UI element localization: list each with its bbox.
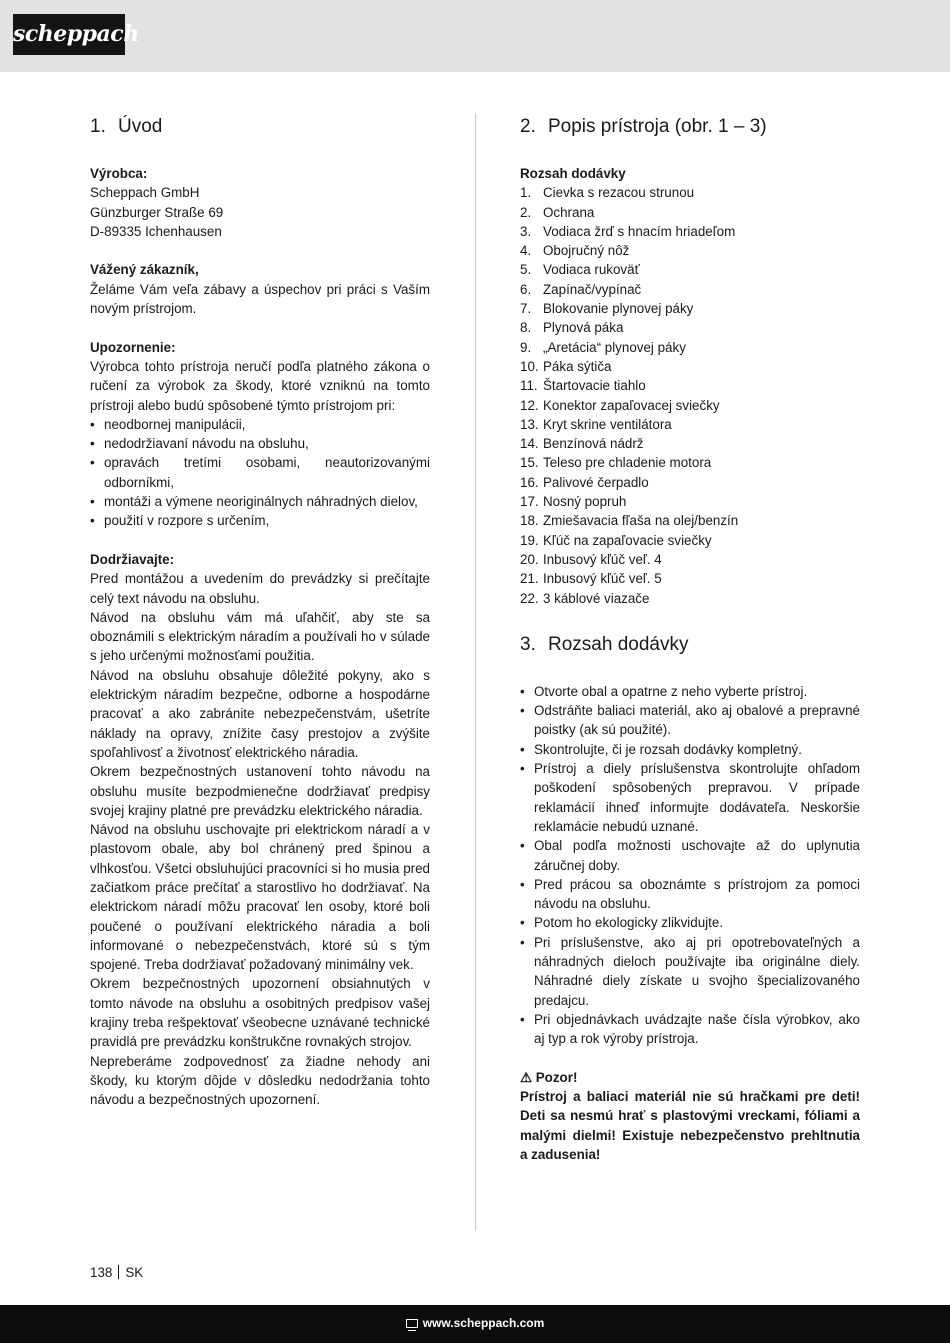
observe-paragraph: Pred montážou a uvedením do prevádzky si prečítajte celý text návodu na obsluhu. <box>90 571 430 606</box>
list-item: 19. Kľúč na zapaľovacie sviečky <box>520 532 712 548</box>
list-item: • Odstráňte baliaci materiál, ako aj obalové a prepravné poistky (ak sú použité). <box>520 701 860 740</box>
page-number: 138 SK <box>90 1265 144 1280</box>
section-3-heading: 3. Rozsah dodávky <box>520 633 689 655</box>
list-item: • Pri objednávkach uvádzajte naše čísla výrobkov, ako aj typ a rok výroby prístroja. <box>520 1010 860 1049</box>
list-item: 3. Vodiaca žrď s hnacím hriadeľom <box>520 223 736 239</box>
scheppach-logo: scheppach <box>13 14 125 55</box>
observe-label: Dodržiavajte: <box>90 551 175 567</box>
list-item: 10. Páka sýtiča <box>520 358 612 374</box>
list-item: • Prístroj a diely príslušenstva skontrolujte ohľadom poškodení spôsobených prepravou. V prípade reklamácií ihneď informujte dodávateľa. Neskoršie reklamácie nebudú uznané. <box>520 759 860 836</box>
warning-heading: ⚠ Pozor! <box>520 1069 578 1085</box>
notice-list <box>90 415 430 531</box>
warning-text: Prístroj a baliaci materiál nie sú hračkami pre deti! Deti sa nesmú hrať s plastovými vreckami, fóliami a malými dielmi! Existuje nebezpečenstvo prehltnutia a zadusenia! <box>520 1089 860 1162</box>
warning-icon: ⚠ <box>520 1069 533 1085</box>
notice-label: Upozornenie: <box>90 339 176 355</box>
observe-paragraph: Návod na obsluhu uschovajte pri elektrickom náradí a v plastovom obale, aby bol chránený pred špinou a vlhkosťou. Všetci obsluhujúci pracovníci si ho musia pred začiatkom práce prečítať a starostlivo ho dodržiavať. Na elektrickom náradí môžu pracovať len osoby, ktoré boli poučené o používaní elektrického náradia a boli informované o nebezpečenstvách, ktoré sú s tým spojené. Treba dodržiavať požadovaný minimálny vek. <box>90 822 430 973</box>
list-item: 16. Palivové čerpadlo <box>520 474 649 490</box>
list-item: • neodbornej manipulácii, <box>90 415 430 434</box>
list-item: • použití v rozpore s určením, <box>90 511 430 530</box>
column-divider <box>475 113 476 1231</box>
manufacturer-label: Výrobca: <box>90 166 148 181</box>
list-item: 5. Vodiaca rukoväť <box>520 262 640 278</box>
observe-paragraph: Návod na obsluhu vám má uľahčiť, aby ste sa oboznámili s elektrickým náradím a používali ho v súlade s jeho určenými možnosťami použitia. <box>90 609 430 664</box>
delivery-label: Rozsah dodávky <box>520 166 626 181</box>
list-item: 12. Konektor zapaľovacej sviečky <box>520 397 720 413</box>
list-item: • opravách tretími osobami, neautorizovanými odborníkmi, <box>90 453 430 492</box>
manufacturer-line: Scheppach GmbH <box>90 185 200 201</box>
list-item: 8. Plynová páka <box>520 320 624 336</box>
manufacturer-line: Günzburger Straße 69 <box>90 204 224 220</box>
list-item: • Pred prácou sa oboznámte s prístrojom za pomoci návodu na obsluhu. <box>520 875 860 914</box>
list-item: • Potom ho ekologicky zlikvidujte. <box>520 913 860 932</box>
list-item: 9. „Aretácia“ plynovej páky <box>520 339 686 355</box>
section-1-heading: 1. Úvod <box>90 116 163 137</box>
section-2-heading: 2. Popis prístroja (obr. 1 – 3) <box>520 116 767 137</box>
list-item: • Obal podľa možnosti uschovajte až do uplynutia záručnej doby. <box>520 836 860 875</box>
parts-list <box>520 183 860 608</box>
manufacturer-line: D-89335 Ichenhausen <box>90 223 222 239</box>
list-item: 4. Obojručný nôž <box>520 243 630 259</box>
list-item: 11. Štartovacie tiahlo <box>520 378 646 394</box>
notice-text: Výrobca tohto prístroja neručí podľa platného zákona o ručení za výrobok za škody, ktoré vzniknú na tomto prístroji alebo budú spôsobené týmto prístrojom pri: <box>90 358 430 413</box>
page-header <box>0 0 950 72</box>
observe-paragraph: Návod na obsluhu obsahuje dôležité pokyny, ako s elektrickým náradím bezpečne, odborne a hospodárne pracovať a ako zabránite nebezpečenstvám, ušetríte náklady na opravy, znížite časy prestojov a zvýšite spoľahlivosť a životnosť elektrického náradia. <box>90 667 430 760</box>
list-item: 2. Ochrana <box>520 204 595 220</box>
right-column <box>520 113 860 1164</box>
list-item: 21. Inbusový kľúč veľ. 5 <box>520 571 662 587</box>
observe-paragraph: Okrem bezpečnostných ustanovení tohto návodu na obsluhu musíte bezpodmienečne dodržiavať predpisy svojej krajiny platné pre prevádzku elektrického náradia. <box>90 764 430 818</box>
delivery-steps-list <box>520 682 860 1049</box>
list-item: 22. 3 káblové viazače <box>520 590 650 606</box>
customer-text: Želáme Vám veľa zábavy a úspechov pri práci s Vaším novým prístrojom. <box>90 281 430 317</box>
website-link[interactable]: www.scheppach.com <box>422 1316 545 1330</box>
list-item: • Skontrolujte, či je rozsah dodávky kompletný. <box>520 740 860 759</box>
list-item: 20. Inbusový kľúč veľ. 4 <box>520 551 662 567</box>
customer-label: Vážený zákazník, <box>90 262 199 278</box>
list-item: 13. Kryt skrine ventilátora <box>520 416 672 432</box>
list-item: 6. Zapínač/vypínač <box>520 281 642 297</box>
list-item: 14. Benzínová nádrž <box>520 436 644 452</box>
list-item: 1. Cievka s rezacou strunou <box>520 185 695 201</box>
list-item: 15. Teleso pre chladenie motora <box>520 455 712 471</box>
list-item: 7. Blokovanie plynovej páky <box>520 301 694 317</box>
observe-paragraph: Nepreberáme zodpovednosť za žiadne nehody ani škody, ku ktorým dôjde v dôsledku nedodržania tohto návodu a bezpečnostných upozornení. <box>90 1053 430 1108</box>
list-item: 18. Zmiešavacia fľaša na olej/benzín <box>520 513 739 529</box>
list-item: 17. Nosný popruh <box>520 494 627 510</box>
footer-bar <box>0 1305 950 1343</box>
list-item: • Otvorte obal a opatrne z neho vyberte prístroj. <box>520 682 860 701</box>
list-item: • nedodržiavaní návodu na obsluhu, <box>90 434 430 453</box>
left-column <box>90 113 430 1110</box>
list-item: • Pri príslušenstve, ako aj pri opotrebovateľných a náhradných dieloch používajte iba originálne diely. Náhradné diely získate u svojho špecializovaného predajcu. <box>520 933 860 1010</box>
warning-block <box>520 1068 860 1164</box>
monitor-icon <box>406 1319 418 1328</box>
list-item: • montáži a výmene neoriginálnych náhradných dielov, <box>90 492 430 511</box>
observe-paragraph: Okrem bezpečnostných upozornení obsiahnutých v tomto návode na obsluhu a osobitných predpisov vašej krajiny treba rešpektovať všeobecne uznávané technické pravidlá pre prevádzku konštrukčne rovnakých strojov. <box>90 976 430 1050</box>
